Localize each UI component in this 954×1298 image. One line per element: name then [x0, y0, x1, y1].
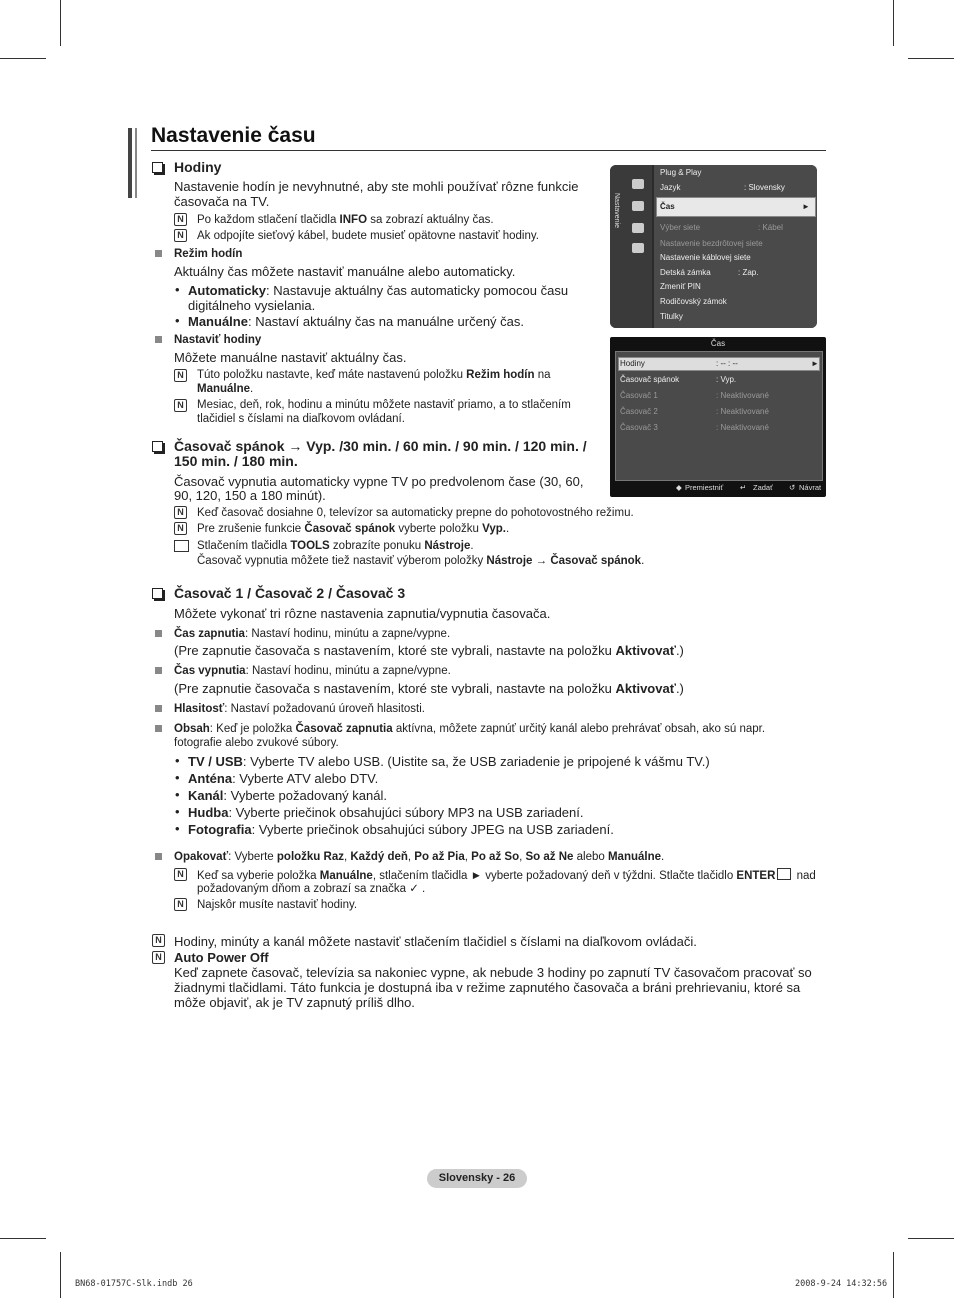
subheading: Obsah: Keď je položka Časovač zapnutia aktívna, môžete zapnúť určitý kanál alebo prehrávať obsah, ako sú napr. — [174, 723, 766, 735]
menu-item-cas[interactable]: Čas — [660, 202, 675, 211]
section-heading-spanok-2: 150 min. / 180 min. — [174, 453, 298, 469]
text-line: (Pre zapnutie časovača s nastavením, ktoré ste vybrali, nastavte na položku Aktivovať.) — [174, 681, 684, 696]
checkbox-bullet-icon — [152, 162, 163, 173]
text-line: žiadnymi tlačidlami. Táto funkcia je dostupná iba v režime zapnutého časovača a bráni prehrievaniu, ktoré sa — [174, 980, 801, 995]
print-date-label: 2008-9-24 14:32:56 — [795, 1279, 888, 1289]
footer-enter: Zadať — [753, 483, 773, 492]
note-text: tlačidiel s číslami na diaľkovom ovládaní. — [197, 413, 405, 425]
menu-title: Čas — [710, 339, 726, 348]
bullet-dot: • — [175, 753, 180, 768]
menu-item-value: : Vyp. — [716, 375, 737, 384]
text-line: Aktuálny čas môžete nastaviť manuálne alebo automaticky. — [174, 264, 516, 279]
crop-mark — [908, 58, 954, 59]
note-text: Pre zrušenie funkcie Časovač spánok vyberte položku Vyp.. — [197, 523, 510, 535]
menu-item-detska-zamka[interactable]: Detská zámka — [660, 268, 711, 277]
arrow-right-icon: ► — [802, 202, 810, 211]
arrow-right-icon: ► — [811, 359, 819, 368]
text-line: Časovač vypnutia automaticky vypne TV po predvolenom čase (30, 60, — [174, 474, 584, 489]
bullet-dot: • — [175, 313, 180, 328]
auto-power-off-heading: Auto Power Off — [174, 950, 269, 965]
square-bullet-icon — [155, 725, 162, 732]
note-icon: N — [174, 399, 187, 412]
crop-mark — [893, 0, 894, 46]
note-icon: N — [174, 229, 187, 242]
menu-item-titulky[interactable]: Titulky — [660, 312, 683, 321]
bullet-item: Hudba: Vyberte priečinok obsahujúci súbory MP3 na USB zariadení. — [188, 805, 584, 820]
square-bullet-icon — [155, 667, 162, 674]
subheading: Opakovať: Vyberte položku Raz, Každý deň, Po až Pia, Po až So, So až Ne alebo Manuálne. — [174, 851, 665, 863]
crop-mark — [60, 1252, 61, 1298]
crop-mark — [908, 1238, 954, 1239]
note-text: Po každom stlačení tlačidla INFO sa zobrazí aktuálny čas. — [197, 214, 494, 226]
menu-item-selected[interactable] — [656, 197, 816, 217]
subheading: Režim hodín — [174, 248, 243, 260]
note-text: fotografie alebo zvukové súbory. — [174, 737, 339, 749]
menu-item-casovac-3[interactable]: Časovač 3 — [620, 423, 658, 432]
text-line: časovača na TV. — [174, 194, 270, 209]
menu-item-value: : Zap. — [738, 268, 759, 277]
bullet-item: Automaticky: Nastavuje aktuálny čas automaticky pomocou času — [188, 283, 569, 298]
note-text: Stlačením tlačidla TOOLS zobrazíte ponuku Nástroje. — [197, 540, 474, 552]
picture-icon — [632, 179, 644, 189]
subheading: Čas vypnutia: Nastaví hodinu, minútu a zapne/vypne. — [174, 665, 451, 677]
text-line: (Pre zapnutie časovača s nastavením, ktoré ste vybrali, nastavte na položku Aktivovať.) — [174, 643, 684, 658]
subheading: Nastaviť hodiny — [174, 334, 262, 346]
text-line: Keď zapnete časovač, televízia sa nakoniec vypne, ak nebude 3 hodiny po zapnutí TV časovačom pracovať so — [174, 965, 812, 980]
note-text: požadovaným dňom a zobrazí sa značka ✓ . — [197, 883, 426, 895]
checkbox-bullet-icon — [152, 441, 163, 452]
note-text: Časovač vypnutia môžete tiež nastaviť výberom položky Nástroje → Časovač spánok. — [197, 555, 645, 567]
note-icon: N — [174, 898, 187, 911]
crop-mark — [0, 1238, 46, 1239]
note-icon: N — [152, 934, 165, 947]
bullet-item: TV / USB: Vyberte TV alebo USB. (Uistite sa, že USB zariadenie je pripojené k vášmu TV.) — [188, 754, 710, 769]
bullet-dot: • — [175, 282, 180, 297]
title-bar-decoration — [128, 128, 132, 198]
tv-setup-menu — [610, 165, 817, 328]
enter-icon: ↵ — [740, 483, 747, 492]
text-line: 90, 120, 150 a 180 minút). — [174, 488, 326, 503]
subheading: Hlasitosť: Nastaví požadovanú úroveň hlasitosti. — [174, 703, 425, 715]
note-icon: N — [174, 369, 187, 382]
menu-side-label: Nastavenie — [613, 193, 620, 229]
square-bullet-icon — [155, 705, 162, 712]
section-heading-hodiny: Hodiny — [174, 159, 222, 175]
menu-list — [654, 165, 817, 328]
footer-back: Návrat — [799, 483, 822, 492]
subheading: Čas zapnutia: Nastaví hodinu, minútu a zapne/vypne. — [174, 628, 451, 640]
enter-icon — [777, 868, 791, 880]
square-bullet-icon — [155, 250, 162, 257]
menu-item-jazyk[interactable]: Jazyk — [660, 183, 681, 192]
bullet-item: Anténa: Vyberte ATV alebo DTV. — [188, 771, 379, 786]
menu-item-value: : Kábel — [758, 223, 783, 232]
menu-item-casovac-spanok[interactable]: Časovač spánok — [620, 375, 680, 384]
page-number: Slovensky - 26 — [427, 1169, 527, 1188]
menu-list — [615, 351, 823, 481]
text-line: digitálneho vysielania. — [188, 298, 316, 313]
print-file-label: BN68-01757C-Slk.indb 26 — [75, 1279, 193, 1289]
note-icon: N — [174, 522, 187, 535]
menu-item-casovac-2[interactable]: Časovač 2 — [620, 407, 658, 416]
menu-item-vyber-siete[interactable]: Výber siete — [660, 223, 701, 232]
note-icon: N — [174, 506, 187, 519]
bullet-dot: • — [175, 804, 180, 819]
menu-item-bezdrotova[interactable]: Nastavenie bezdrôtovej siete — [660, 239, 763, 248]
tv-time-menu — [610, 337, 826, 497]
note-icon: N — [152, 951, 165, 964]
note-icon: N — [174, 868, 187, 881]
bullet-dot: • — [175, 821, 180, 836]
text-line: môže objaviť, ak je TV zapnutý príliš dlho. — [174, 995, 415, 1010]
menu-item-value: : Neaktivované — [716, 407, 769, 416]
input-icon — [632, 223, 644, 233]
square-bullet-icon — [155, 336, 162, 343]
bullet-item: Manuálne: Nastaví aktuálny čas na manuálne určený čas. — [188, 314, 525, 329]
crop-mark — [893, 1252, 894, 1298]
title-underline — [151, 150, 826, 151]
menu-item-value: : Neaktivované — [716, 391, 769, 400]
note-text: Keď časovač dosiahne 0, televízor sa automaticky prepne do pohotovostného režimu. — [197, 507, 634, 519]
note-text: Túto položku nastavte, keď máte nastavenú položku Režim hodín na — [197, 369, 551, 381]
note-icon: N — [174, 213, 187, 226]
bullet-item: Kanál: Vyberte požadovaný kanál. — [188, 788, 387, 803]
note-text: Ak odpojíte sieťový kábel, budete musieť opätovne nastaviť hodiny. — [197, 230, 539, 242]
crop-mark — [0, 58, 46, 59]
menu-item-zmenit-pin[interactable]: Zmeniť PIN — [660, 282, 701, 291]
bullet-dot: • — [175, 787, 180, 802]
menu-item-value: : Slovensky — [744, 183, 785, 192]
crop-mark — [60, 0, 61, 46]
menu-item-hodiny[interactable]: Hodiny — [620, 359, 645, 368]
note-text: Mesiac, deň, rok, hodinu a minútu môžete nastaviť priamo, a to stlačením — [197, 399, 571, 411]
tools-icon — [174, 540, 189, 552]
page-title: Nastavenie času — [151, 124, 316, 147]
menu-item-value: : -- : -- — [716, 359, 738, 368]
menu-item-casovac-1[interactable]: Časovač 1 — [620, 391, 658, 400]
return-icon: ↺ — [789, 483, 796, 492]
menu-item-plug-play[interactable]: Plug & Play — [660, 168, 702, 177]
menu-item-value: : Neaktivované — [716, 423, 769, 432]
bullet-dot: • — [175, 770, 180, 785]
section-heading-casovac: Časovač 1 / Časovač 2 / Časovač 3 — [174, 585, 406, 601]
section-heading-spanok: Časovač spánok → Vyp. /30 min. / 60 min. / 90 min. / 120 min. / — [174, 438, 587, 454]
application-icon — [632, 243, 644, 253]
square-bullet-icon — [155, 853, 162, 860]
move-icon: ◆ — [676, 483, 682, 492]
note-text: Manuálne. — [197, 383, 254, 395]
menu-item-rodicovsky[interactable]: Rodičovský zámok — [660, 297, 727, 306]
title-bar-decoration — [135, 128, 137, 198]
final-note: Hodiny, minúty a kanál môžete nastaviť stlačením tlačidiel s číslami na diaľkovom ovládači. — [174, 934, 697, 949]
menu-item-kablova[interactable]: Nastavenie káblovej siete — [660, 253, 751, 262]
note-text: Najskôr musíte nastaviť hodiny. — [197, 899, 358, 911]
text-line: Môžete manuálne nastaviť aktuálny čas. — [174, 350, 407, 365]
text-line: Môžete vykonať tri rôzne nastavenia zapnutia/vypnutia časovača. — [174, 606, 551, 621]
menu-side-panel — [610, 165, 652, 328]
checkbox-bullet-icon — [152, 588, 163, 599]
gear-icon — [632, 201, 644, 211]
square-bullet-icon — [155, 630, 162, 637]
bullet-item: Fotografia: Vyberte priečinok obsahujúci súbory JPEG na USB zariadení. — [188, 822, 614, 837]
note-text: Keď sa vyberie položka Manuálne, stlačením tlačidla ► vyberte požadovaný deň v týždni. Stlačte tlačidlo ENTER nad — [197, 870, 816, 882]
text-line: Nastavenie hodín je nevyhnutné, aby ste mohli používať rôzne funkcie — [174, 179, 579, 194]
footer-move: Premiestniť — [685, 483, 724, 492]
